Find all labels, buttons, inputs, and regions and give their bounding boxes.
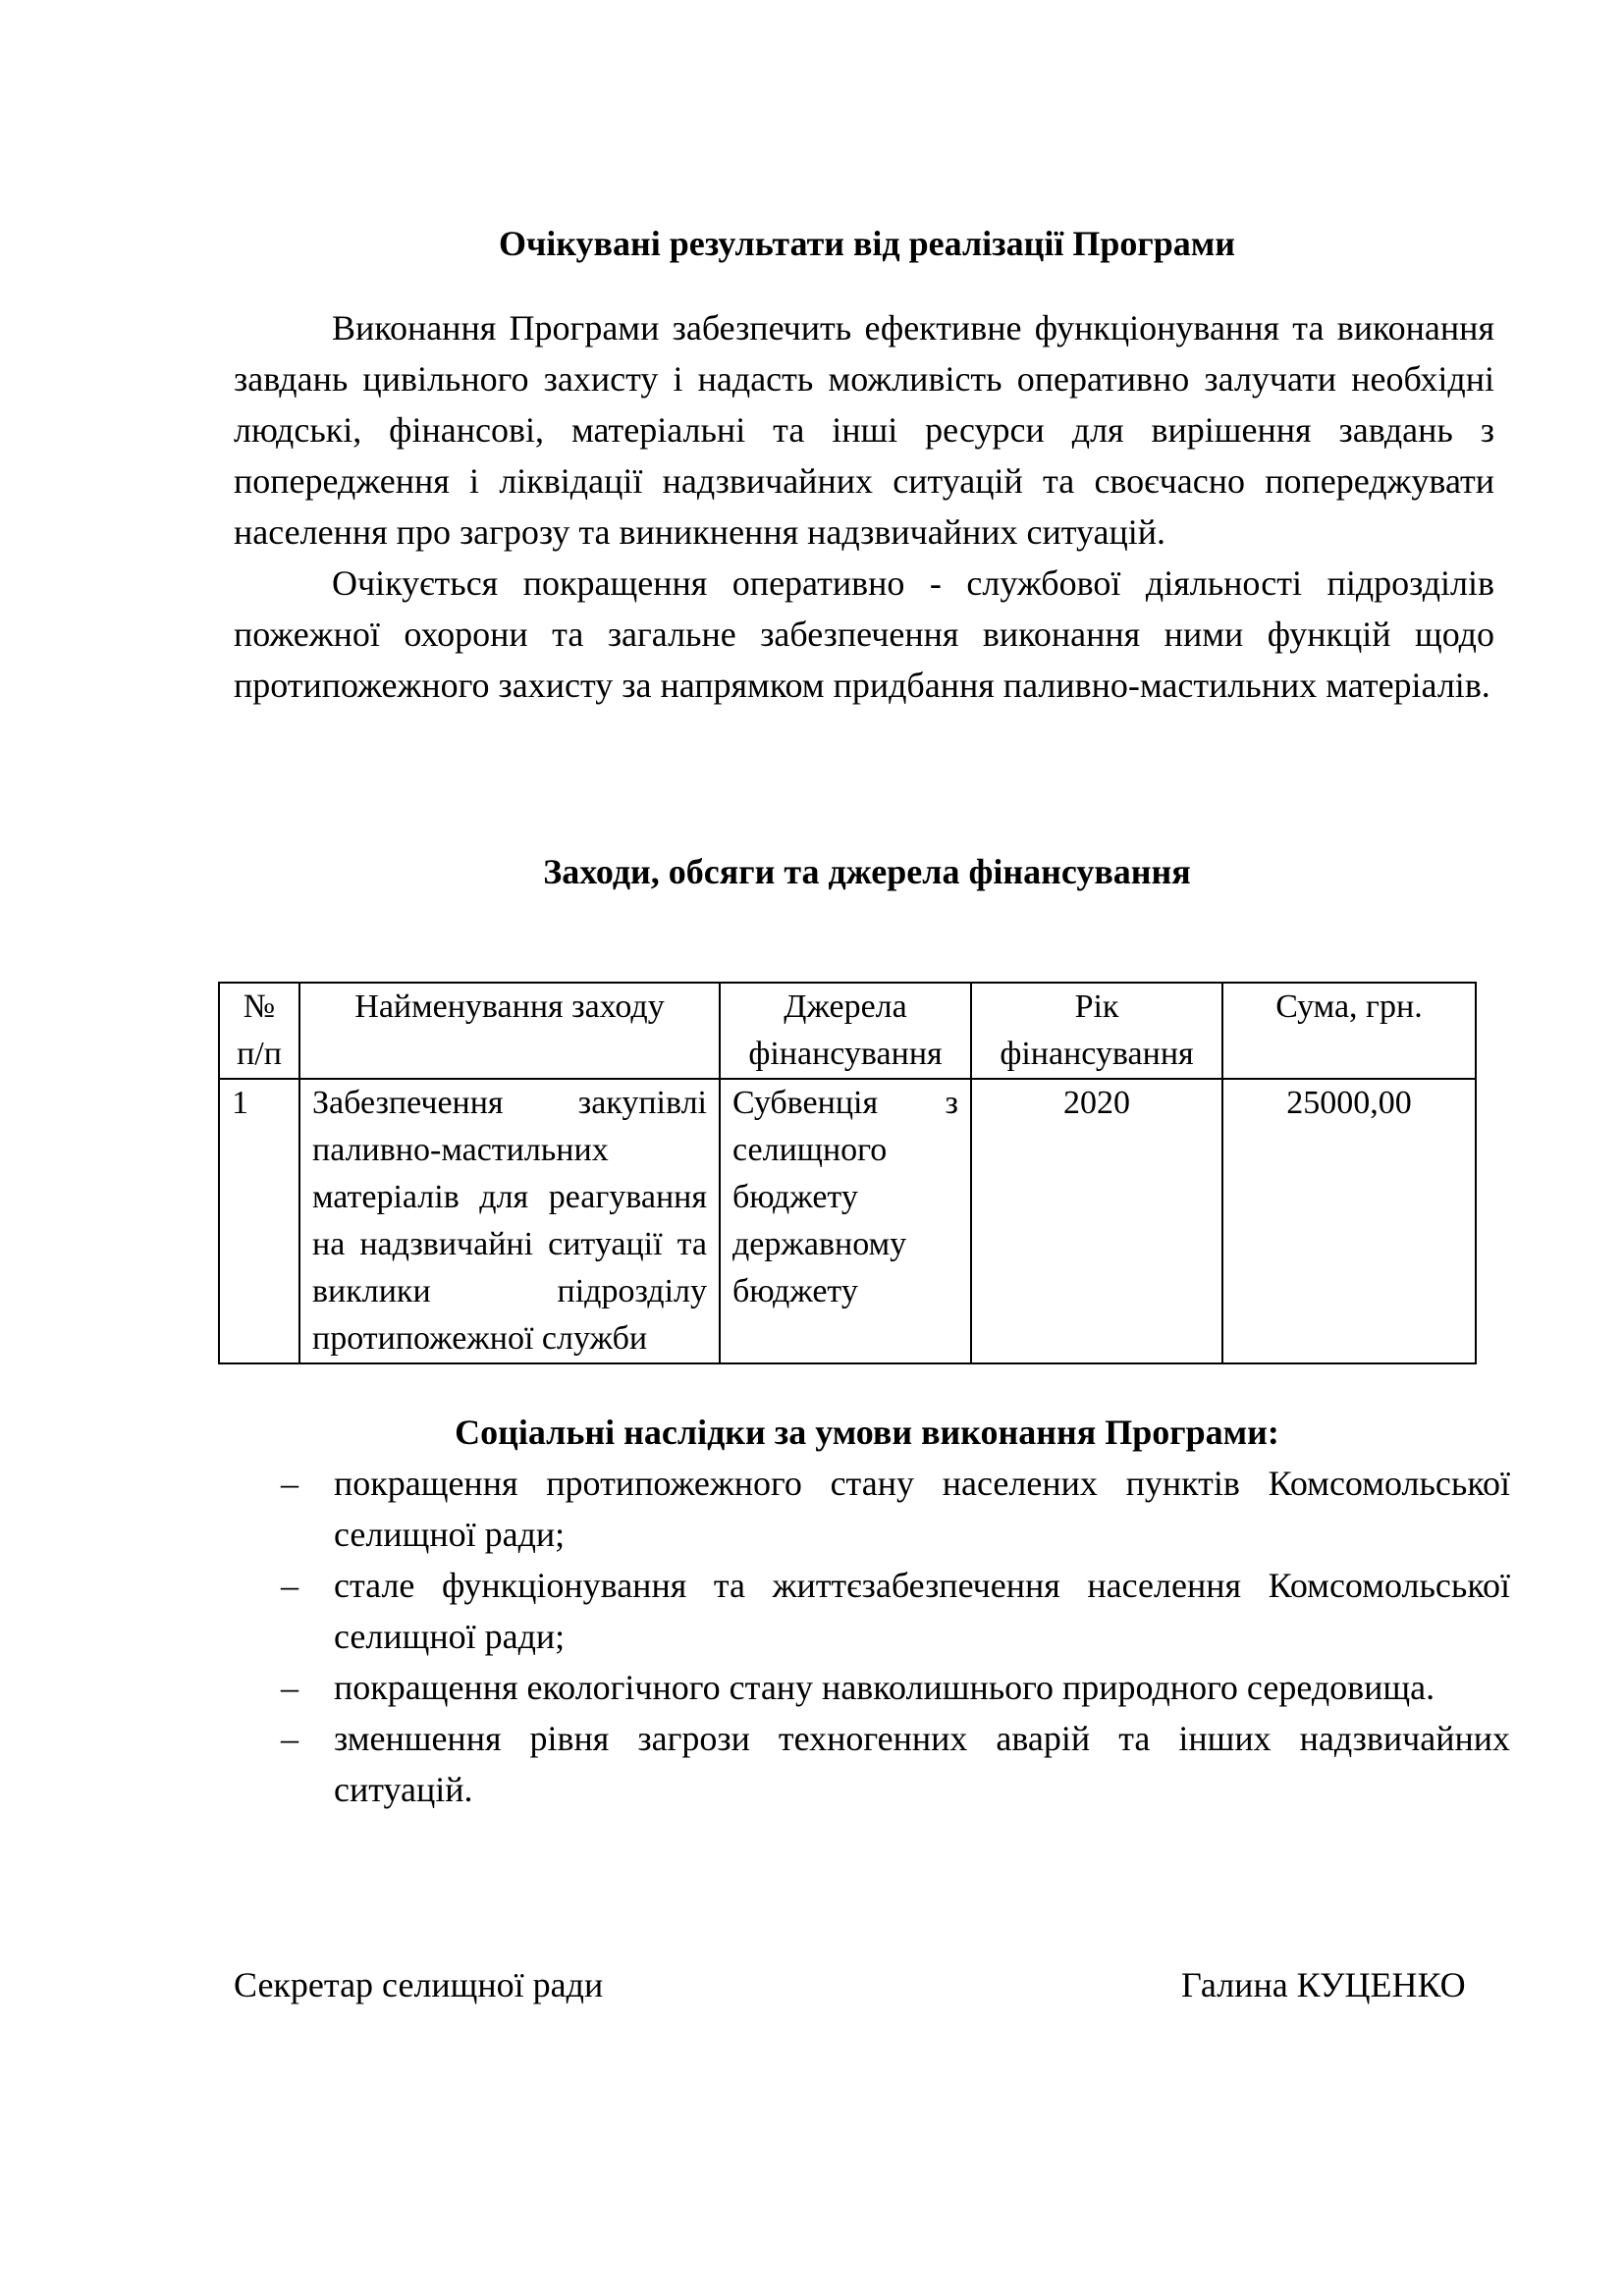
header-funding-source: Джерела фінансування (720, 983, 971, 1079)
signature-name: Галина КУЦЕНКО (1181, 1965, 1466, 2004)
dash-bullet: – (281, 1719, 298, 1758)
section-title-social-effects: Соціальні наслідки за умови виконання Програми: (455, 1413, 1279, 1452)
dash-bullet: – (281, 1464, 298, 1503)
list-item-text: покращення протипожежного стану населених пунктів Комсомольської селищної ради; (334, 1464, 1510, 1554)
financing-table (218, 982, 1477, 1364)
list-item (234, 1713, 1510, 1815)
cell-sum: 25000,00 (1222, 1079, 1476, 1363)
signature-position: Секретар селищної ради (234, 1965, 604, 2004)
list-item (234, 1458, 1510, 1560)
list-item-text: зменшення рівня загрози техногенних аварій та інших надзвичайних ситуацій. (334, 1719, 1510, 1809)
list-item-text: покращення екологічного стану навколишнього природного середовища. (334, 1668, 1435, 1707)
expected-results-body (234, 302, 1494, 711)
section-title-financing: Заходи, обсяги та джерела фінансування (543, 852, 1191, 891)
paragraph-program-execution: Виконання Програми забезпечить ефективне функціонування та виконання завдань цивільного захисту і надасть можливість оперативно залучати необхідні людські, фінансові, матеріальні та інші ресурси для вирішення завдань з попередження і ліквідації надзвичайних ситуацій та своєчасно попереджувати населення про загрозу та виникнення надзвичайних ситуацій. (234, 308, 1494, 552)
list-item (234, 1662, 1510, 1713)
section-title-expected-results: Очікувані результати від реалізації Програми (498, 224, 1236, 263)
header-sum: Сума, грн. (1222, 983, 1476, 1079)
header-funding-year: Рік фінансування (971, 983, 1222, 1079)
list-item (234, 1560, 1510, 1662)
header-number: № п/п (219, 983, 299, 1079)
header-measure-name: Найменування заходу (299, 983, 720, 1079)
table-row (219, 1079, 1476, 1363)
social-effects-list (234, 1458, 1510, 1815)
cell-funding-source: Субвенція з селищного бюджету державному бюджету (720, 1079, 971, 1363)
table-header-row (219, 983, 1476, 1079)
cell-number: 1 (219, 1079, 299, 1363)
paragraph-expected-improvement: Очікується покращення оперативно - службової діяльності підрозділів пожежної охорони та загальне забезпечення виконання ними функцій щодо протипожежного захисту за напрямком придбання паливно-мастильних матеріалів. (234, 563, 1494, 705)
cell-measure-name: Забезпечення закупівлі паливно-мастильних матеріалів для реагування на надзвичайні ситуації та виклики підрозділу протипожежної служби (299, 1079, 720, 1363)
list-item-text: стале функціонування та життєзабезпечення населення Комсомольської селищної ради; (334, 1566, 1510, 1656)
dash-bullet: – (281, 1668, 298, 1707)
cell-funding-year: 2020 (971, 1079, 1222, 1363)
dash-bullet: – (281, 1566, 298, 1605)
